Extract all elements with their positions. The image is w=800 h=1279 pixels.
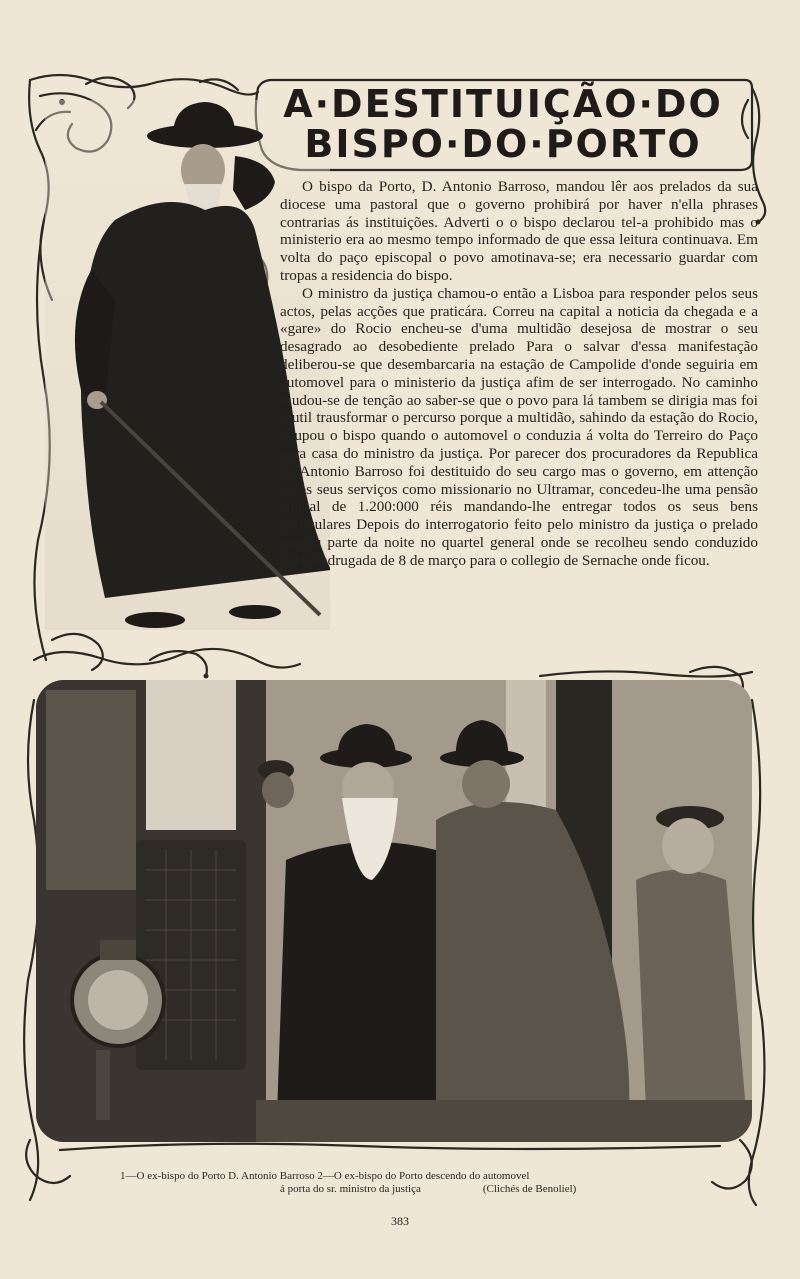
caption-line-2 [120, 1183, 720, 1196]
page-number: 383 [391, 1214, 409, 1228]
article-paragraph-1: O bispo da Porto, D. Antonio Barroso, mandou lêr aos prelados da sua diocese uma pastoral que o governo prohibirá por haver n'ella phrases contrarias ás instituições. Adverti o o bispo declarou tel-a prohibido mas o ministerio era ao mesmo tempo informado de que essa leitura continuava. Em volta do paço episcopal o povo amotinava-se; era necessario guardar com tropas a residencia do bispo. [280, 178, 758, 284]
bishop-descending-automobile-photo [36, 680, 752, 1142]
title-line-1: A·DESTITUIÇÃO·DO [283, 82, 723, 126]
photo-caption [120, 1170, 720, 1196]
title-line-2: BISPO·DO·PORTO [304, 122, 702, 166]
caption-line-2-text: á porta do sr. ministro da justiça [280, 1183, 421, 1195]
photo-credit: (Clichés de Benoliel) [482, 1183, 577, 1195]
article-title [268, 84, 738, 164]
article-paragraph-2: O ministro da justiça chamou-o então a Lisboa para responder pelos seus actos, pelas acções que praticára. Correu na capital a noticia da chegada e a «gare» do Rocio encheu-se d'uma multidão desejosa de mostrar o seu desagrado ao desobediente prelado Para o salvar d'essa manifestação deliberou-se que desembarcaria na estação de Campolide d'onde seguiria em automovel para o ministerio da justiça afim de ser interrogado. No caminho mudou-se de tenção ao saber-se que o povo para lá tambem se dirigia mas foi inutil trausformar o percurso porque a multidão, sahindo da estação do Rocio, apupou o bispo quando o automovel o conduzia á volta do Terreiro do Paço para casa do ministro da justiça. Por parecer dos procuradores da Republica D. Antonio Barroso foi destituido do seu cargo mas o governo, em attenção pelos seus serviços como missionario no Ultramar, concedeu-lhe uma pensão annual de 1.200:000 réis mandando-lhe entregar todos os seus bens particulares Depois do interrogatorio feito pelo ministro da justiça o prelado passou parte da noite no quartel general onde se recolheu sendo conduzido pela madrugada de 8 de março para o collegio de Sernache onde ficou. [280, 284, 758, 569]
article-body [280, 178, 758, 570]
caption-line-1: 1—O ex-bispo do Porto D. Antonio Barroso 2—O ex-bispo do Porto descendo do automovel [120, 1170, 530, 1182]
